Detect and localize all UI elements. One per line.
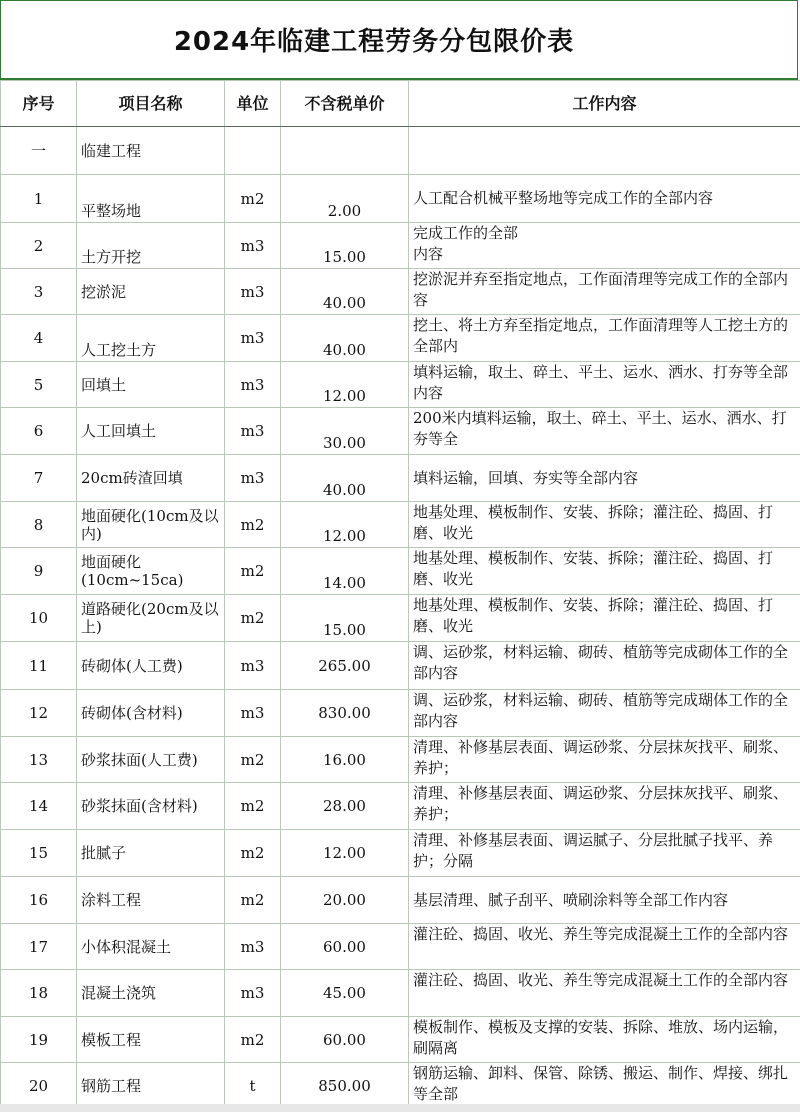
- row-name: 混凝土浇筑: [77, 970, 225, 1017]
- row-work: 灌注砼、捣固、收光、养生等完成混凝土工作的全部内容: [409, 970, 800, 1017]
- table-row: [1, 877, 800, 924]
- table-row: [1, 175, 800, 223]
- row-name: 地面硬化(10cm~15ca): [77, 548, 225, 595]
- row-name: 挖淤泥: [77, 269, 225, 315]
- row-price: 12.00: [281, 502, 409, 548]
- row-price: 60.00: [281, 1017, 409, 1063]
- header-row: [1, 81, 800, 127]
- table-row: [1, 455, 800, 502]
- row-unit: m2: [225, 502, 281, 548]
- row-no: 19: [1, 1017, 77, 1063]
- row-no: 16: [1, 877, 77, 924]
- row-name: 20cm砖渣回填: [77, 455, 225, 502]
- table-row: [1, 642, 800, 690]
- row-no: 9: [1, 548, 77, 595]
- row-name: 砂浆抹面(人工费): [77, 737, 225, 783]
- row-no: 2: [1, 223, 77, 269]
- row-unit: m2: [225, 877, 281, 924]
- header-work: 工作内容: [409, 81, 800, 127]
- row-work: 灌注砼、捣固、收光、养生等完成混凝土工作的全部内容: [409, 924, 800, 970]
- header-name: 项目名称: [77, 81, 225, 127]
- row-unit: m3: [225, 924, 281, 970]
- row-no: 15: [1, 830, 77, 877]
- page-title: 2024年临建工程劳务分包限价表: [173, 27, 575, 57]
- row-work: 地基处理、模板制作、安装、拆除；灌注砼、捣固、打磨、收光: [409, 548, 800, 595]
- row-work: 地基处理、模板制作、安装、拆除；灌注砼、捣固、打磨、收光: [409, 595, 800, 642]
- row-price: 28.00: [281, 783, 409, 830]
- row-work: 清理、补修基层表面、调运砂浆、分层抹灰找平、刷浆、养护；: [409, 783, 800, 830]
- table-row: [1, 595, 800, 642]
- row-name: 人工回填土: [77, 408, 225, 455]
- row-unit: m2: [225, 175, 281, 223]
- row-work: 挖淤泥并弃至指定地点，工作面清理等完成工作的全部内容: [409, 269, 800, 315]
- row-no: 5: [1, 362, 77, 408]
- table-row: [1, 924, 800, 970]
- row-work: 填料运输，取土、碎土、平土、运水、洒水、打夯等全部内容: [409, 362, 800, 408]
- table-row: [1, 362, 800, 408]
- header-price: 不含税单价: [281, 81, 409, 127]
- row-price: 2.00: [281, 175, 409, 223]
- row-name: 小体积混凝土: [77, 924, 225, 970]
- row-price: 30.00: [281, 408, 409, 455]
- row-name: 回填土: [77, 362, 225, 408]
- row-unit: m2: [225, 737, 281, 783]
- row-unit: m3: [225, 455, 281, 502]
- row-price: 265.00: [281, 642, 409, 690]
- header-unit: 单位: [225, 81, 281, 127]
- row-unit: m2: [225, 783, 281, 830]
- row-work: 填料运输，回填、夯实等全部内容: [409, 455, 800, 502]
- row-name: 涂料工程: [77, 877, 225, 924]
- row-name: 地面硬化(10cm及以内): [77, 502, 225, 548]
- row-name: 砖砌体(含材料): [77, 690, 225, 737]
- table-row: [1, 269, 800, 315]
- row-unit: t: [225, 1063, 281, 1109]
- table-row: [1, 548, 800, 595]
- header-no: 序号: [1, 81, 77, 127]
- table-row: [1, 223, 800, 269]
- table-row: [1, 830, 800, 877]
- row-price: 60.00: [281, 924, 409, 970]
- row-price: 16.00: [281, 737, 409, 783]
- row-unit: m3: [225, 642, 281, 690]
- row-work: 调、运砂浆，材料运输、砌砖、植筋等完成砌体工作的全部内容: [409, 642, 800, 690]
- table-row: [1, 1017, 800, 1063]
- price-table: [0, 80, 800, 1109]
- row-unit: m3: [225, 315, 281, 362]
- table-row: [1, 315, 800, 362]
- row-price: 40.00: [281, 455, 409, 502]
- row-unit: m3: [225, 970, 281, 1017]
- table-row: [1, 408, 800, 455]
- row-name: 钢筋工程: [77, 1063, 225, 1109]
- row-unit: m2: [225, 595, 281, 642]
- row-work: 200米内填料运输，取土、碎土、平土、运水、洒水、打夯等全: [409, 408, 800, 455]
- row-price: 850.00: [281, 1063, 409, 1109]
- row-work: 模板制作、模板及支撑的安装、拆除、堆放、场内运输，刷隔离: [409, 1017, 800, 1063]
- row-price: 830.00: [281, 690, 409, 737]
- row-name: 人工挖土方: [77, 315, 225, 362]
- row-unit: m2: [225, 548, 281, 595]
- row-work: 完成工作的全部 内容: [409, 223, 800, 269]
- row-price: 20.00: [281, 877, 409, 924]
- row-name: 平整场地: [77, 175, 225, 223]
- row-price: 15.00: [281, 223, 409, 269]
- row-price: 14.00: [281, 548, 409, 595]
- row-name: 土方开挖: [77, 223, 225, 269]
- row-name: 砂浆抹面(含材料): [77, 783, 225, 830]
- row-no: 18: [1, 970, 77, 1017]
- row-work: 清理、补修基层表面、调运砂浆、分层抹灰找平、刷浆、养护；: [409, 737, 800, 783]
- row-price: 45.00: [281, 970, 409, 1017]
- row-work: 人工配合机械平整场地等完成工作的全部内容: [409, 175, 800, 223]
- row-unit: m3: [225, 362, 281, 408]
- row-no: 20: [1, 1063, 77, 1109]
- row-work: 清理、补修基层表面、调运腻子、分层批腻子找平、养护；分隔: [409, 830, 800, 877]
- row-price: 15.00: [281, 595, 409, 642]
- row-no: 13: [1, 737, 77, 783]
- row-unit: m3: [225, 269, 281, 315]
- row-price: 12.00: [281, 362, 409, 408]
- row-unit: m2: [225, 1017, 281, 1063]
- table-row: [1, 970, 800, 1017]
- row-name: 批腻子: [77, 830, 225, 877]
- row-unit: m3: [225, 690, 281, 737]
- row-work: 挖土、将土方弃至指定地点，工作面清理等人工挖土方的全部内: [409, 315, 800, 362]
- row-no: 4: [1, 315, 77, 362]
- row-no: 11: [1, 642, 77, 690]
- table-row: [1, 737, 800, 783]
- row-name: 砖砌体(人工费): [77, 642, 225, 690]
- row-unit: m3: [225, 223, 281, 269]
- row-work: 钢筋运输、卸料、保管、除锈、搬运、制作、焊接、绑扎等全部: [409, 1063, 800, 1109]
- row-no: 1: [1, 175, 77, 223]
- row-no: 6: [1, 408, 77, 455]
- row-price: 40.00: [281, 315, 409, 362]
- section-name: 临建工程: [77, 127, 225, 175]
- table-row: [1, 502, 800, 548]
- row-name: 模板工程: [77, 1017, 225, 1063]
- row-work: 调、运砂浆，材料运输、砌砖、植筋等完成瑚体工作的全部内容: [409, 690, 800, 737]
- section-no: 一: [1, 127, 77, 175]
- title-bar: [0, 0, 798, 80]
- table-row: [1, 783, 800, 830]
- row-work: 基层清理、腻子刮平、喷刷涂料等全部工作内容: [409, 877, 800, 924]
- row-no: 12: [1, 690, 77, 737]
- row-no: 3: [1, 269, 77, 315]
- row-unit: m3: [225, 408, 281, 455]
- row-unit: m2: [225, 830, 281, 877]
- row-no: 14: [1, 783, 77, 830]
- row-no: 7: [1, 455, 77, 502]
- table-row: [1, 690, 800, 737]
- horizontal-scrollbar[interactable]: [0, 1104, 800, 1112]
- row-work: 地基处理、模板制作、安装、拆除；灌注砼、捣固、打磨、收光: [409, 502, 800, 548]
- row-price: 12.00: [281, 830, 409, 877]
- row-no: 8: [1, 502, 77, 548]
- row-price: 40.00: [281, 269, 409, 315]
- table-row: [1, 1063, 800, 1109]
- row-no: 17: [1, 924, 77, 970]
- section-row: [1, 127, 800, 175]
- row-name: 道路硬化(20cm及以上): [77, 595, 225, 642]
- row-no: 10: [1, 595, 77, 642]
